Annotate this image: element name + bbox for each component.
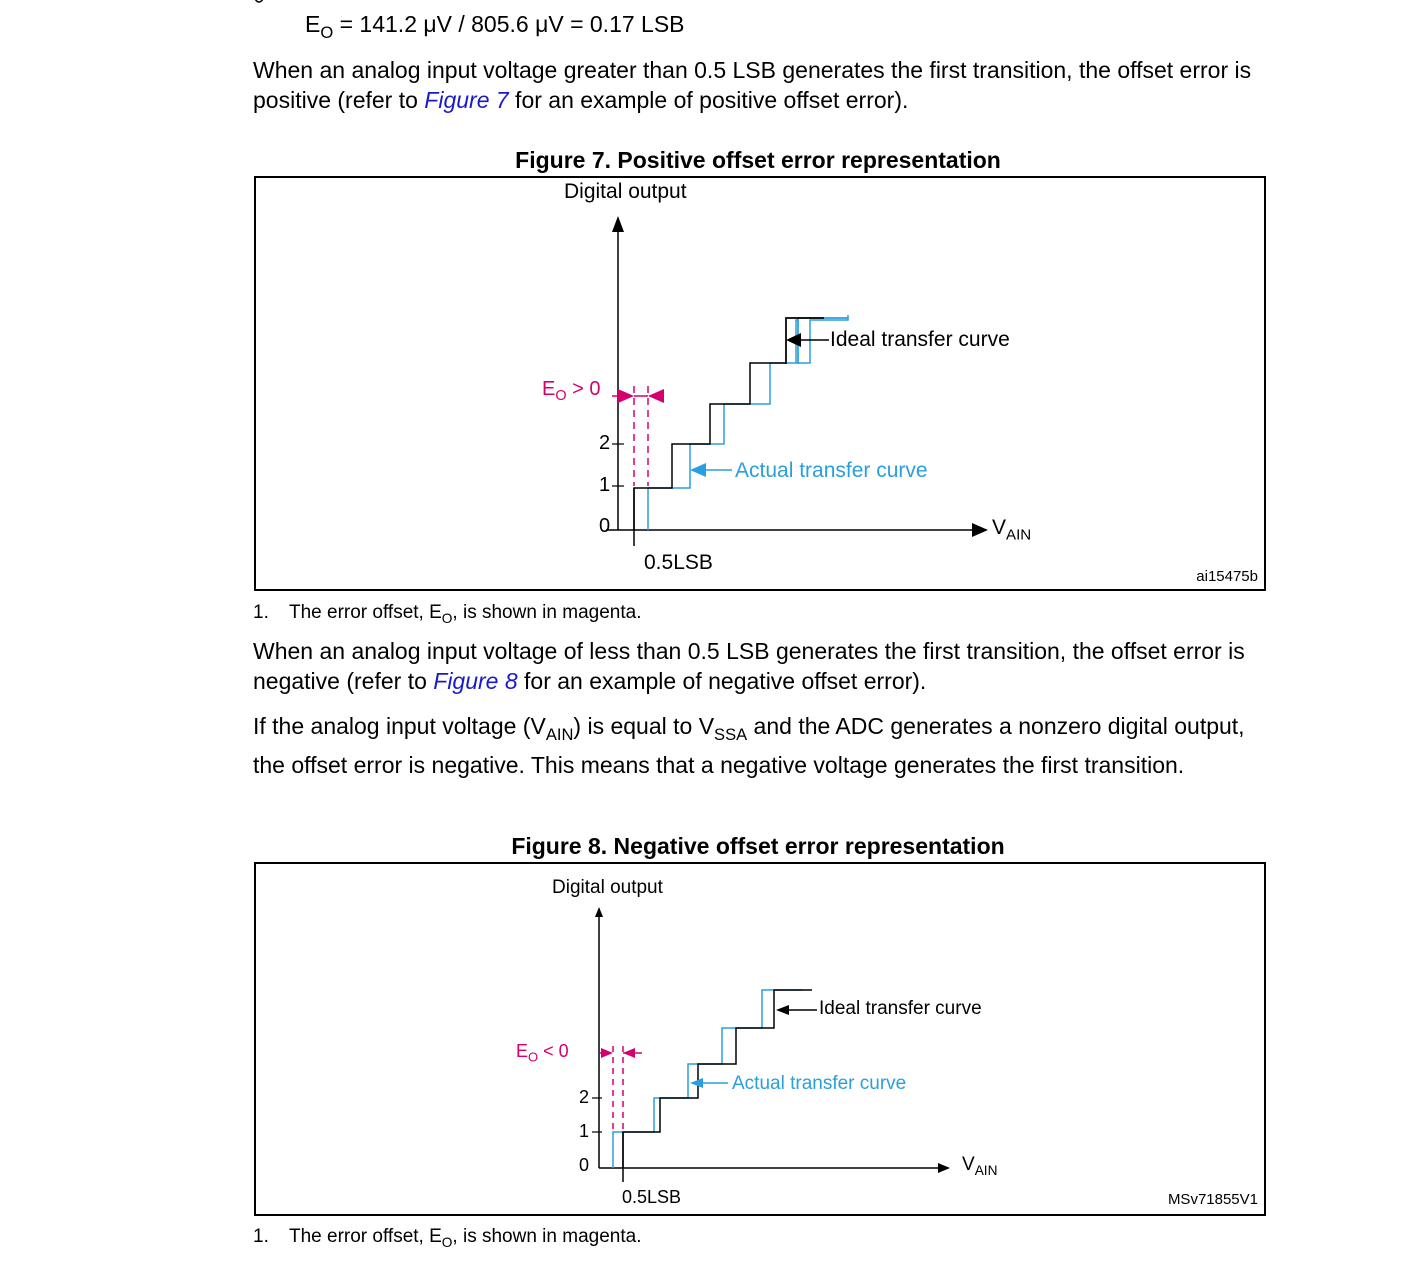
figure-7-note: 1. The error offset, $E_O$, is shown in magenta. [253, 602, 642, 626]
figure-8-note: 1. The error offset, $E_O$, is shown in magenta. [253, 1226, 642, 1250]
ideal-curve-label: Ideal transfer curve [819, 998, 982, 1019]
x-axis-label: $V_{AIN}$ [962, 1154, 998, 1178]
paragraph-positive-offset: When an analog input voltage greater than 0.5 LSB generates the first transition, the offset error is positive (refer to Figure 7 for an example of positive offset error). [253, 57, 1252, 113]
figure-8-link[interactable]: Figure 8 [433, 668, 518, 694]
offset-arrow-right [601, 1048, 613, 1058]
ideal-label-arrowhead [776, 1005, 789, 1015]
tick-label-2: 2 [599, 432, 611, 454]
actual-label-arrowhead [690, 1078, 703, 1088]
tick-label-1: 1 [599, 474, 611, 496]
tick-label-2: 2 [579, 1087, 590, 1107]
figure-8-caption: Figure 8. Negative offset error representation [511, 833, 1005, 859]
x-axis-arrowhead [972, 523, 988, 537]
y-axis-arrowhead [612, 216, 624, 232]
y-axis-arrowhead [595, 907, 603, 917]
actual-transfer-curve [648, 315, 848, 530]
actual-curve-label: Actual transfer curve [732, 1073, 907, 1094]
figure-8-diagram [254, 862, 1266, 1216]
figure-7-diagram [254, 176, 1266, 591]
offset-arrow-right [618, 389, 634, 403]
offset-arrow-left [648, 389, 664, 403]
figure-7-caption: Figure 7. Positive offset error representation [515, 147, 1001, 173]
offset-label: $E_O < 0$ [516, 1041, 569, 1065]
ideal-curve-label: Ideal transfer curve [830, 328, 1010, 351]
paragraph-vssa: If the analog input voltage $(V_{AIN})$ is equal to $V_{SSA}$ and the ADC generates a nonzero digital output, the offset error is negative. This means that a negative voltage generates the first transition. [253, 713, 1245, 778]
y-axis-label: Digital output [552, 877, 663, 898]
x-axis-label: $V_{AIN}$ [992, 516, 1032, 544]
tick-label-1: 1 [579, 1121, 590, 1141]
tick-label-0: 0 [579, 1155, 590, 1175]
y-axis-label: Digital output [564, 180, 687, 203]
actual-label-arrowhead [690, 463, 706, 477]
offset-equation: $E_O = 141.2$ μV / 805.6 μV = 0.17 LSB [305, 11, 685, 42]
paragraph-negative-offset: When an analog input voltage of less than 0.5 LSB generates the first transition, the offset error is negative (refer to Figure 8 for an example of negative offset error). [253, 638, 1245, 694]
figure-id: ai15475b [1196, 568, 1258, 585]
offset-label: $E_O > 0$ [542, 378, 601, 405]
tick-label-0: 0 [599, 515, 611, 537]
half-lsb-label: 0.5LSB [644, 551, 713, 574]
actual-curve-label: Actual transfer curve [735, 459, 928, 482]
figure-id: MSv71855V1 [1167, 1191, 1258, 1208]
figure-7-link[interactable]: Figure 7 [424, 87, 509, 113]
cut-off-text-fragment [253, 0, 265, 2]
x-axis-arrowhead [938, 1163, 950, 1173]
ideal-label-arrowhead [786, 333, 801, 347]
half-lsb-label: 0.5LSB [622, 1187, 682, 1207]
